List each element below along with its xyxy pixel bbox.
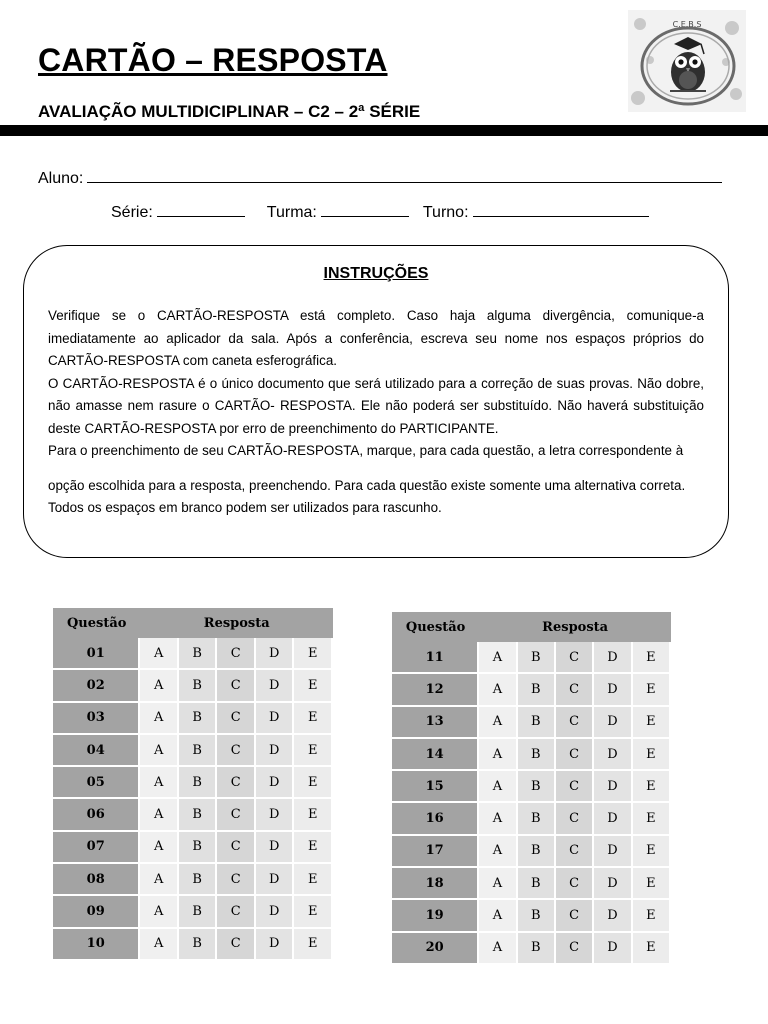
answer-option-e[interactable]: E <box>294 767 333 799</box>
answer-option-e[interactable]: E <box>633 739 671 771</box>
question-row <box>53 735 333 767</box>
question-row <box>53 864 333 896</box>
school-logo-icon <box>628 10 746 112</box>
question-number: 12 <box>392 674 479 706</box>
answer-option-c[interactable]: C <box>217 638 256 670</box>
instructions-title: INSTRUÇÕES <box>323 265 429 282</box>
answer-option-b[interactable]: B <box>518 868 556 900</box>
question-number: 10 <box>53 929 140 961</box>
question-number: 15 <box>392 771 479 803</box>
serie-line[interactable] <box>157 216 245 217</box>
question-row <box>392 933 671 965</box>
answer-option-b[interactable]: B <box>518 739 556 771</box>
answer-option-d[interactable]: D <box>594 868 632 900</box>
answer-option-b[interactable]: B <box>518 674 556 706</box>
question-number: 18 <box>392 868 479 900</box>
answer-option-a[interactable]: A <box>140 703 179 735</box>
answer-option-d[interactable]: D <box>256 896 295 928</box>
answer-option-c[interactable]: C <box>217 799 256 831</box>
student-name-label: Aluno: <box>38 170 84 187</box>
answer-option-b[interactable]: B <box>179 929 218 961</box>
answer-option-b[interactable]: B <box>179 638 218 670</box>
answer-table-2 <box>392 612 671 965</box>
answer-option-c[interactable]: C <box>217 670 256 702</box>
answer-option-e[interactable]: E <box>633 642 671 674</box>
question-number: 11 <box>392 642 479 674</box>
answer-option-e[interactable]: E <box>294 735 333 767</box>
question-number: 09 <box>53 896 140 928</box>
answer-option-d[interactable]: D <box>256 799 295 831</box>
answer-option-c[interactable]: C <box>217 735 256 767</box>
answer-option-b[interactable]: B <box>518 707 556 739</box>
answer-option-b[interactable]: B <box>518 642 556 674</box>
answer-option-e[interactable]: E <box>294 703 333 735</box>
answer-option-a[interactable]: A <box>140 670 179 702</box>
answer-option-d[interactable]: D <box>594 836 632 868</box>
answer-option-b[interactable]: B <box>179 735 218 767</box>
question-row <box>392 803 671 835</box>
answer-option-d[interactable]: D <box>594 642 632 674</box>
answer-option-e[interactable]: E <box>294 638 333 670</box>
answer-option-a[interactable]: A <box>140 832 179 864</box>
answer-option-c[interactable]: C <box>217 703 256 735</box>
question-number: 03 <box>53 703 140 735</box>
question-row <box>53 832 333 864</box>
question-number: 16 <box>392 803 479 835</box>
answer-option-d[interactable]: D <box>256 832 295 864</box>
question-row <box>392 868 671 900</box>
instructions-paragraph: Para o preenchimento de seu CARTÃO-RESPOSTA, marque, para cada questão, a letra correspondente à <box>48 443 684 458</box>
answer-option-a[interactable]: A <box>140 799 179 831</box>
answer-option-d[interactable]: D <box>594 674 632 706</box>
answer-option-c[interactable]: C <box>556 868 594 900</box>
question-row <box>392 739 671 771</box>
question-column-header: Questão <box>392 612 479 642</box>
answer-option-a[interactable]: A <box>479 836 517 868</box>
instructions-paragraph: O CARTÃO-RESPOSTA é o único documento que será utilizado para a correção de suas provas. Não dobre, não amasse nem rasure o CARTÃO- RESPOSTA. Ele não poderá ser substituído. Não haverá substituição deste CARTÃO-RESPOSTA por erro de preenchimento do PARTICIPANTE. <box>48 375 704 436</box>
answer-option-e[interactable]: E <box>294 864 333 896</box>
question-row <box>53 799 333 831</box>
answer-option-c[interactable]: C <box>556 771 594 803</box>
answer-option-c[interactable]: C <box>556 803 594 835</box>
question-number: 02 <box>53 670 140 702</box>
answer-option-a[interactable]: A <box>479 771 517 803</box>
question-row <box>53 896 333 928</box>
answer-option-c[interactable]: C <box>556 642 594 674</box>
answer-option-a[interactable]: A <box>479 707 517 739</box>
answer-option-c[interactable]: C <box>217 929 256 961</box>
logo-text: C.E.B.S <box>672 20 702 29</box>
answer-option-d[interactable]: D <box>256 864 295 896</box>
answer-option-b[interactable]: B <box>179 896 218 928</box>
question-row <box>53 767 333 799</box>
answer-option-e[interactable]: E <box>294 929 333 961</box>
student-name-field[interactable] <box>38 170 722 188</box>
answer-option-d[interactable]: D <box>256 670 295 702</box>
question-row <box>53 670 333 702</box>
answer-option-b[interactable]: B <box>518 836 556 868</box>
student-name-line[interactable] <box>87 182 722 183</box>
answer-option-a[interactable]: A <box>479 900 517 932</box>
answer-option-b[interactable]: B <box>518 900 556 932</box>
question-row <box>53 638 333 670</box>
question-row <box>53 703 333 735</box>
answer-table-1 <box>53 608 333 961</box>
answer-option-e[interactable]: E <box>294 670 333 702</box>
answer-option-d[interactable]: D <box>256 735 295 767</box>
header-divider <box>0 125 768 136</box>
answer-option-a[interactable]: A <box>479 642 517 674</box>
answer-option-c[interactable]: C <box>556 674 594 706</box>
answer-option-c[interactable]: C <box>556 900 594 932</box>
answer-option-d[interactable]: D <box>594 900 632 932</box>
answer-column-header: Resposta <box>479 612 671 642</box>
answer-option-e[interactable]: E <box>633 707 671 739</box>
answer-option-e[interactable]: E <box>633 803 671 835</box>
answer-option-c[interactable]: C <box>556 836 594 868</box>
answer-option-e[interactable]: E <box>633 836 671 868</box>
question-row <box>392 836 671 868</box>
instructions-paragraph: opção escolhida para a resposta, preenchendo. Para cada questão existe somente uma alternativa correta. <box>48 477 686 493</box>
question-number: 08 <box>53 864 140 896</box>
answer-option-d[interactable]: D <box>256 767 295 799</box>
question-row <box>53 929 333 961</box>
answer-option-a[interactable]: A <box>479 674 517 706</box>
answer-option-c[interactable]: C <box>556 739 594 771</box>
question-row <box>392 674 671 706</box>
answer-option-a[interactable]: A <box>140 929 179 961</box>
question-row <box>392 707 671 739</box>
answer-option-b[interactable]: B <box>518 803 556 835</box>
question-number: 07 <box>53 832 140 864</box>
question-number: 19 <box>392 900 479 932</box>
question-row <box>392 642 671 674</box>
answer-option-c[interactable]: C <box>217 767 256 799</box>
answer-option-d[interactable]: D <box>256 703 295 735</box>
answer-option-d[interactable]: D <box>594 933 632 965</box>
page-title: CARTÃO – RESPOSTA <box>38 42 388 78</box>
question-column-header: Questão <box>53 608 140 638</box>
answer-option-a[interactable]: A <box>140 735 179 767</box>
turno-label: Turno: <box>422 204 469 221</box>
answer-option-a[interactable]: A <box>140 896 179 928</box>
question-number: 04 <box>53 735 140 767</box>
answer-option-b[interactable]: B <box>179 799 218 831</box>
answer-option-e[interactable]: E <box>633 900 671 932</box>
question-row <box>392 900 671 932</box>
answer-option-a[interactable]: A <box>140 638 179 670</box>
answer-option-d[interactable]: D <box>256 638 295 670</box>
answer-option-e[interactable]: E <box>294 832 333 864</box>
answer-option-a[interactable]: A <box>140 767 179 799</box>
answer-option-b[interactable]: B <box>179 767 218 799</box>
instructions-text <box>48 305 704 520</box>
answer-option-b[interactable]: B <box>179 703 218 735</box>
instructions-paragraph: Verifique se o CARTÃO-RESPOSTA está completo. Caso haja alguma divergência, comunique-a imediatamente ao aplicador da sala. Após a conferência, escreva seu nome nos espaços próprios do CARTÃO-RESPOSTA com caneta esferográfica. <box>48 308 704 368</box>
turma-label: Turma: <box>266 204 317 221</box>
class-info-row <box>111 204 649 222</box>
answer-option-b[interactable]: B <box>518 933 556 965</box>
question-number: 05 <box>53 767 140 799</box>
answer-option-d[interactable]: D <box>594 803 632 835</box>
turno-line[interactable] <box>473 216 649 217</box>
question-number: 20 <box>392 933 479 965</box>
answer-option-e[interactable]: E <box>294 896 333 928</box>
question-number: 13 <box>392 707 479 739</box>
answer-option-e[interactable]: E <box>294 799 333 831</box>
answer-option-e[interactable]: E <box>633 771 671 803</box>
answer-option-b[interactable]: B <box>179 864 218 896</box>
answer-option-c[interactable]: C <box>217 896 256 928</box>
answer-option-c[interactable]: C <box>556 707 594 739</box>
answer-option-e[interactable]: E <box>633 933 671 965</box>
answer-option-d[interactable]: D <box>594 739 632 771</box>
answer-option-d[interactable]: D <box>594 707 632 739</box>
answer-option-a[interactable]: A <box>140 864 179 896</box>
page-subtitle: AVALIAÇÃO MULTIDICIPLINAR – C2 – 2ª SÉRIE <box>38 102 421 121</box>
question-number: 01 <box>53 638 140 670</box>
instructions-paragraph: Todos os espaços em branco podem ser utilizados para rascunho. <box>48 500 442 515</box>
answer-option-b[interactable]: B <box>518 771 556 803</box>
answer-option-a[interactable]: A <box>479 739 517 771</box>
answer-option-c[interactable]: C <box>556 933 594 965</box>
answer-option-a[interactable]: A <box>479 933 517 965</box>
answer-option-c[interactable]: C <box>217 832 256 864</box>
answer-option-a[interactable]: A <box>479 803 517 835</box>
answer-column-header: Resposta <box>140 608 333 638</box>
question-number: 06 <box>53 799 140 831</box>
serie-label: Série: <box>111 204 153 221</box>
answer-option-d[interactable]: D <box>594 771 632 803</box>
answer-option-e[interactable]: E <box>633 674 671 706</box>
question-row <box>392 771 671 803</box>
question-number: 14 <box>392 739 479 771</box>
turma-line[interactable] <box>321 216 409 217</box>
question-number: 17 <box>392 836 479 868</box>
answer-option-a[interactable]: A <box>479 868 517 900</box>
answer-option-d[interactable]: D <box>256 929 295 961</box>
answer-option-b[interactable]: B <box>179 670 218 702</box>
answer-option-e[interactable]: E <box>633 868 671 900</box>
answer-option-c[interactable]: C <box>217 864 256 896</box>
answer-option-b[interactable]: B <box>179 832 218 864</box>
